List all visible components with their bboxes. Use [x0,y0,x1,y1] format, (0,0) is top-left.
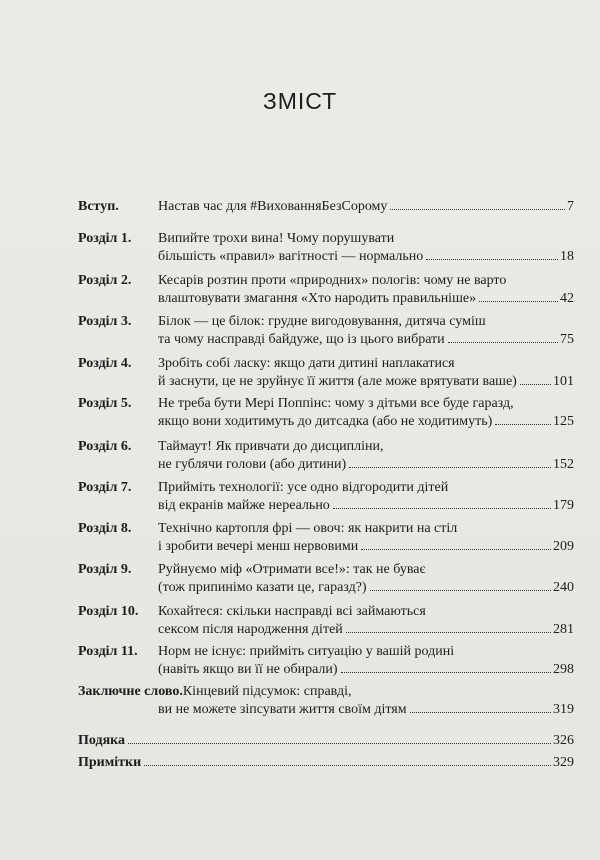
dot-leader [426,259,558,260]
toc-page-number: 18 [560,249,574,264]
toc-entry-thanks[interactable] [78,732,574,750]
toc-entry-text [158,272,574,308]
toc-entry[interactable] [78,395,574,431]
toc-page-number: 75 [560,332,574,347]
toc-page-number: 326 [553,733,574,748]
toc-entry-text [158,643,574,679]
toc-line-text: Кохайтеся: скільки насправді всі займаються [158,604,426,619]
toc-entry-label: Розділ 1. [78,231,132,246]
dot-leader [370,590,551,591]
toc-entry-line [158,538,574,556]
toc-entry[interactable] [78,561,574,597]
toc-entry[interactable] [78,313,574,349]
toc-entry-line [78,683,574,701]
toc-line-text: Випийте трохи вина! Чому порушувати [158,231,395,246]
toc-entry[interactable] [78,479,574,515]
toc-line-text: влаштовувати змагання «Хто народить правильніше» [158,291,477,306]
dot-leader [349,467,551,468]
dot-leader [448,342,558,343]
toc-entry-line [158,643,574,661]
toc-entry-line [158,479,574,497]
dot-leader [333,508,551,509]
toc-page-number: 7 [567,199,574,214]
toc-line-text: Технічно картопля фрі — овоч: як накрити на стіл [158,521,458,536]
toc-entry-text [158,395,574,431]
toc-page-number: 152 [553,457,574,472]
toc-page-number: 101 [553,374,574,389]
toc-line-text: не гублячи голови (або дитини) [158,457,347,472]
toc-entry[interactable] [78,520,574,556]
toc-entry-line [78,701,574,719]
toc-line-text: й заснути, це не зруйнує її життя (але може врятувати ваше) [158,374,517,389]
toc-entry-notes[interactable] [78,754,574,772]
toc-entry-text [158,520,574,556]
toc-line-text: (тож припинімо казати це, гаразд?) [158,580,367,595]
toc-entry-conclusion[interactable] [78,683,574,719]
dot-leader [361,549,551,550]
toc-line-text: Норм не існує: прийміть ситуацію у вашій родині [158,644,455,659]
toc-entry-line [158,355,574,373]
toc-page-number: 281 [553,622,574,637]
toc-entry-line [158,621,574,639]
toc-entry-line [158,313,574,331]
toc-entry-label: Подяка [78,733,125,748]
toc-entry[interactable] [78,438,574,474]
toc-entry-line [158,520,574,538]
toc-line-text: Кінцевий підсумок: справді, [182,684,352,699]
toc-entry-line [158,603,574,621]
toc-entry-line [158,561,574,579]
toc-entry-line [158,661,574,679]
toc-entry-label: Розділ 7. [78,480,132,495]
dot-leader [144,765,551,766]
toc-page-number: 125 [553,414,574,429]
toc-entry-label: Розділ 11. [78,644,138,659]
toc-entry[interactable] [78,272,574,308]
toc-entry-line [158,290,574,308]
toc-line-text: Кесарів розтин проти «природних» пологів: чому не варто [158,273,507,288]
toc-line-text: сексом після народження дітей [158,622,343,637]
toc-entry-text [158,355,574,391]
toc-entry-text [158,230,574,266]
toc-entry-label: Розділ 6. [78,439,132,454]
toc-line-text: якщо вони ходитимуть до дитсадка (або не ходитимуть) [158,414,493,429]
toc-entry-label: Заключне слово. [78,684,183,699]
toc-entry-line [158,438,574,456]
toc-entry-label: Розділ 4. [78,356,132,371]
toc-entry-text [158,313,574,349]
dot-leader [479,301,558,302]
toc-page-number: 319 [553,702,574,717]
toc-line-text: Зробіть собі ласку: якщо дати дитині наплакатися [158,356,455,371]
toc-entry[interactable] [78,603,574,639]
toc-entry[interactable] [78,198,574,216]
toc-entry-line [158,198,574,216]
toc-line-text: Таймаут! Як привчати до дисципліни, [158,439,384,454]
dot-leader [390,209,565,210]
toc-page-number: 240 [553,580,574,595]
toc-line-text: і зробити вечері менш нервовими [158,539,359,554]
toc-entry-label: Розділ 10. [78,604,139,619]
toc-entry-label: Розділ 5. [78,396,132,411]
toc-entry-label: Розділ 2. [78,273,132,288]
toc-line-text: та чому насправді байдуже, що із цього вибрати [158,332,445,347]
toc-entry-label: Розділ 9. [78,562,132,577]
toc-entry-line [158,413,574,431]
toc-line-text: Прийміть технології: усе одно відгородити дітей [158,480,449,495]
toc-entry-line [158,230,574,248]
toc-entry[interactable] [78,643,574,679]
toc-entry-text [158,198,574,216]
toc-entry-text [158,479,574,515]
page-title: ЗМІСТ [262,88,338,114]
toc-entry-text [158,438,574,474]
toc-entry-line [158,579,574,597]
toc-line-text: більшість «правил» вагітності — нормально [158,249,424,264]
dot-leader [495,424,551,425]
toc-entry-line [158,272,574,290]
toc-line-text: Руйнуємо міф «Отримати все!»: так не буває [158,562,426,577]
dot-leader [346,632,551,633]
dot-leader [341,672,551,673]
toc-line-text: Настав час для #ВихованняБезСорому [158,199,388,214]
toc-entry-line [158,395,574,413]
toc-page-number: 298 [553,662,574,677]
toc-entry-line [158,331,574,349]
toc-entry-line [158,497,574,515]
dot-leader [128,743,551,744]
toc-line-text: від екранів майже нереально [158,498,330,513]
toc-entry-line [78,732,574,750]
toc-entry-line [158,373,574,391]
toc-page-number: 329 [553,755,574,770]
toc-entry-line [158,248,574,266]
toc-line-text: ви не можете зіпсувати життя своїм дітям [158,702,407,717]
dot-leader [410,712,551,713]
toc-page-number: 42 [560,291,574,306]
toc-entry[interactable] [78,230,574,266]
toc-entry-text [158,561,574,597]
toc-entry-label: Розділ 8. [78,521,132,536]
toc-entry-line [158,456,574,474]
dot-leader [520,384,551,385]
toc-entry-label: Вступ. [78,199,119,214]
toc-page-number: 179 [553,498,574,513]
toc-entry-label: Розділ 3. [78,314,132,329]
toc-entry-label: Примітки [78,755,142,770]
toc-entry-line [78,754,574,772]
toc-entry-text [158,603,574,639]
toc-line-text: Білок — це білок: грудне вигодовування, дитяча суміш [158,314,486,329]
toc-line-text: Не треба бути Мері Поппінс: чому з дітьми все буде гаразд, [158,396,514,411]
toc-line-text: (навіть якщо ви її не обирали) [158,662,338,677]
toc-page-number: 209 [553,539,574,554]
toc-entry[interactable] [78,355,574,391]
